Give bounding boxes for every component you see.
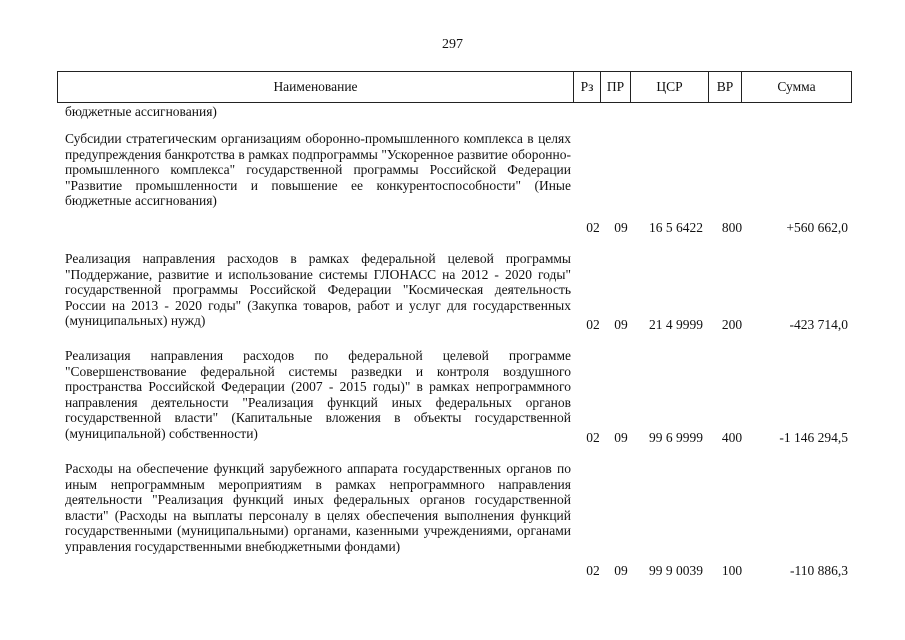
row-rz: 02 — [586, 430, 600, 445]
table-row — [65, 348, 852, 446]
row-vr: 400 — [721, 430, 743, 445]
row-sum: -110 886,3 — [790, 563, 848, 578]
header-rz: Рз — [574, 72, 601, 102]
row-name: Реализация направления расходов по федеральной целевой программе "Совершенствование федеральной системы разведки и контроля воздушного пространства Российской Федерации (2007 - 2015 годы)" в рамках непрограммного направления деятельности "Реализация функций иных федеральных органов государственной власти" (Капитальные вложения в объекты государственной (муниципальной) собственности) — [65, 348, 571, 441]
row-pr: 09 — [614, 430, 628, 445]
row-sum: -1 146 294,5 — [779, 430, 848, 445]
row-rz: 02 — [586, 563, 600, 578]
row-csr: 21 4 9999 — [649, 317, 703, 332]
row-codes — [65, 563, 852, 579]
table-header — [57, 71, 852, 103]
row-rz: 02 — [586, 220, 600, 235]
row-name: Расходы на обеспечение функций зарубежного аппарата государственных органов по иным непрограммным мероприятиям в рамках непрограммного направления деятельности "Реализация функций иных федеральных органов государственной власти" (Расходы на выплаты персоналу в целях обеспечения выполнения функций государственными (муниципальными) органами, казенными учреждениями, органами управления государственными внебюджетными фондами) — [65, 461, 571, 554]
continuation-text: бюджетные ассигнования) — [65, 104, 217, 119]
row-rz: 02 — [586, 317, 600, 332]
table-row — [65, 131, 852, 236]
table-row — [65, 251, 852, 333]
header-name: Наименование — [58, 72, 574, 102]
row-pr: 09 — [614, 563, 628, 578]
row-sum: -423 714,0 — [789, 317, 848, 332]
continuation-row — [65, 104, 852, 120]
row-pr: 09 — [614, 220, 628, 235]
header-pr: ПР — [601, 72, 631, 102]
page-number: 297 — [442, 37, 463, 52]
row-sum: +560 662,0 — [786, 220, 848, 235]
row-csr: 99 9 0039 — [649, 563, 703, 578]
header-sum: Сумма — [777, 79, 816, 94]
row-codes — [65, 430, 852, 446]
header-csr: ЦСР — [631, 72, 709, 102]
row-codes — [65, 220, 852, 236]
row-vr: 100 — [721, 563, 743, 578]
row-pr: 09 — [614, 317, 628, 332]
header-vr: ВР — [709, 72, 742, 102]
row-csr: 16 5 6422 — [649, 220, 703, 235]
row-codes — [65, 317, 852, 333]
row-vr: 800 — [721, 220, 743, 235]
row-name: Субсидии стратегическим организациям оборонно-промышленного комплекса в целях предупреждения банкротства в рамках подпрограммы "Ускоренное развитие оборонно-промышленного комплекса" государственной программы Российской Федерации "Развитие промышленности и повышение ее конкурентоспособности" (Иные бюджетные ассигнования) — [65, 131, 571, 208]
row-vr: 200 — [721, 317, 743, 332]
row-csr: 99 6 9999 — [649, 430, 703, 445]
row-name: Реализация направления расходов в рамках федеральной целевой программы "Поддержание, развитие и использование системы ГЛОНАСС на 2012 - 2020 годы" государственной программы Российской Федерации "Космическая деятельность России на 2013 - 2020 годы" (Закупка товаров, работ и услуг для государственных (муниципальных) нужд) — [65, 251, 571, 328]
table-row — [65, 461, 852, 579]
